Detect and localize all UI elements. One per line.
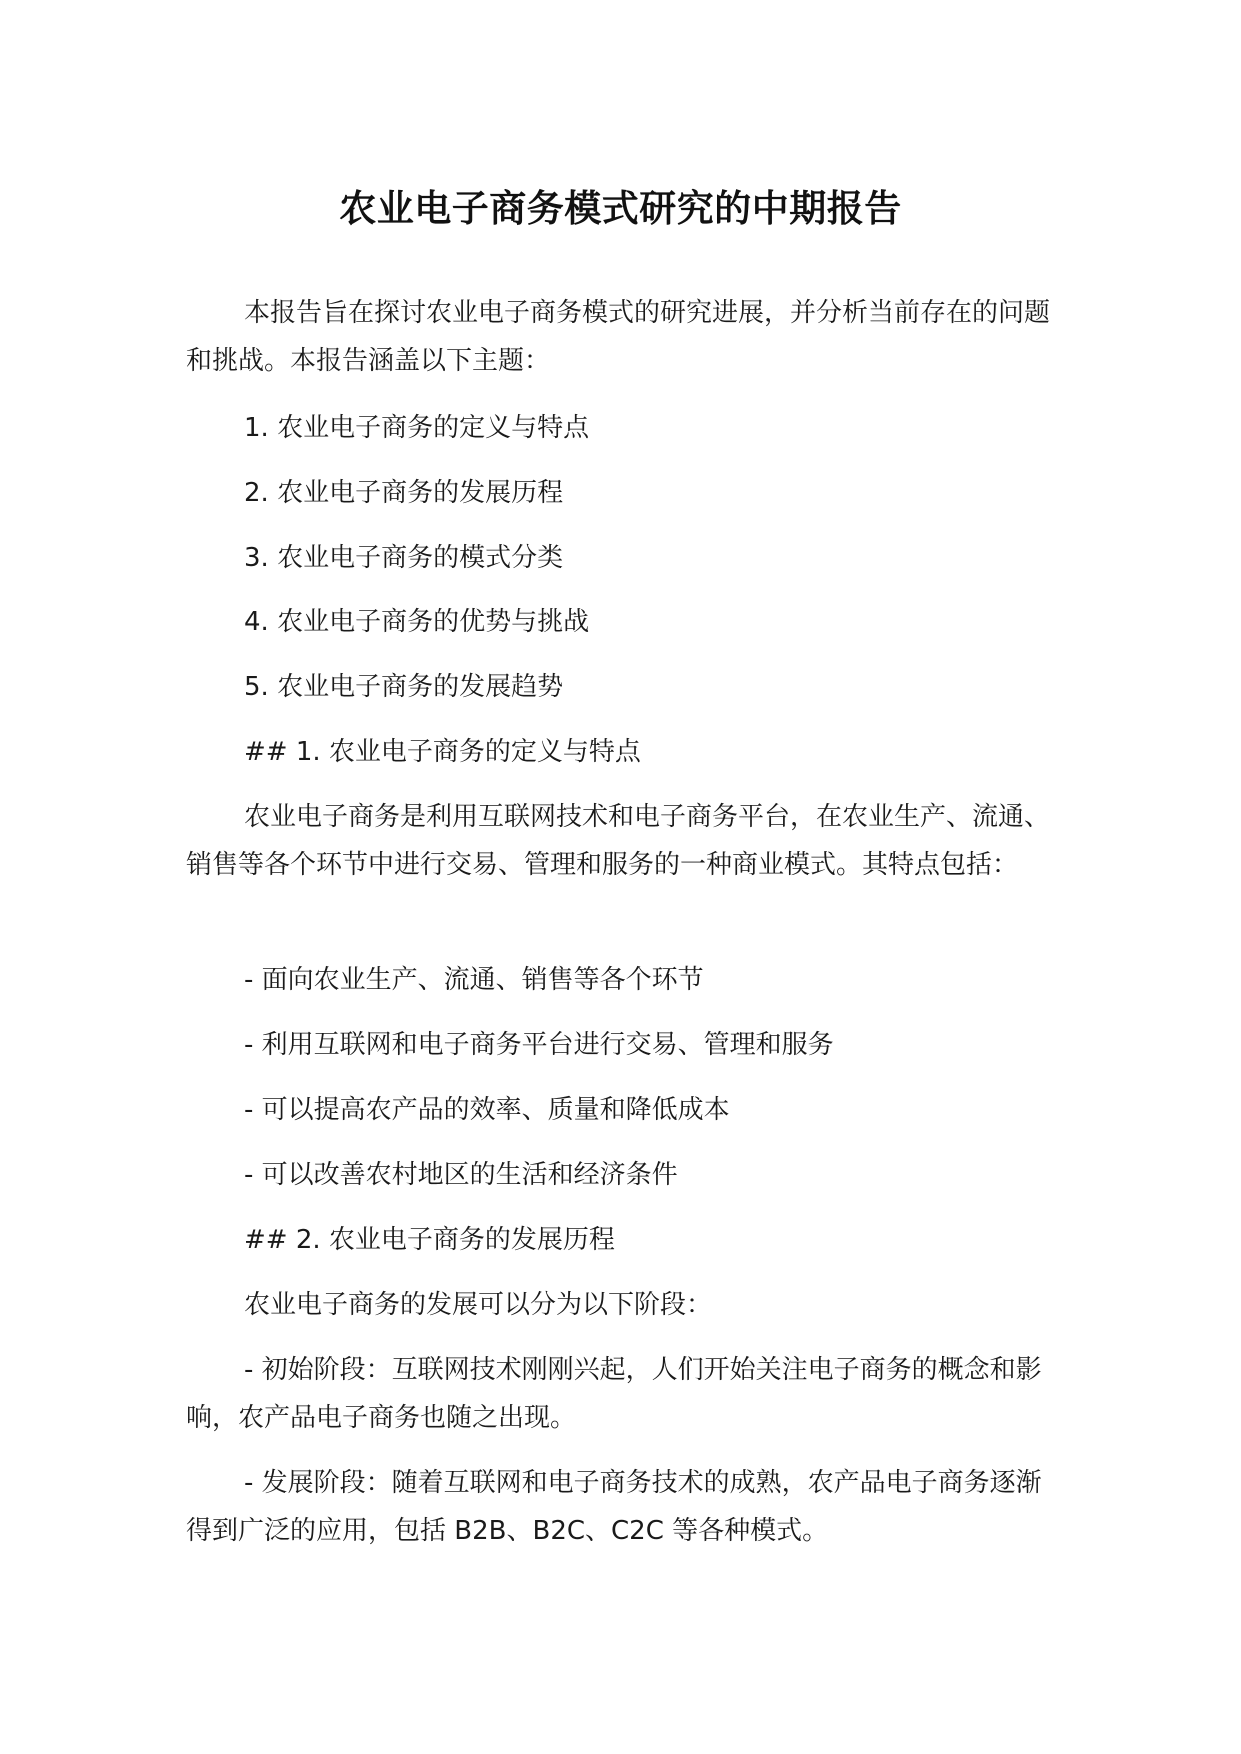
- stage-item: - 发展阶段：随着互联网和电子商务技术的成熟，农产品电子商务逐渐得到广泛的应用，包括 B2B、B2C、C2C 等各种模式。: [186, 1468, 1042, 1546]
- feature-item: - 面向农业生产、流通、销售等各个环节: [244, 965, 704, 995]
- definition-paragraph: 农业电子商务是利用互联网技术和电子商务平台，在农业生产、流通、销售等各个环节中进行交易、管理和服务的一种商业模式。其特点包括：: [186, 802, 1051, 880]
- stage-item: - 初始阶段：互联网技术刚刚兴起，人们开始关注电子商务的概念和影响，农产品电子商务也随之出现。: [186, 1355, 1042, 1433]
- feature-item: - 可以改善农村地区的生活和经济条件: [244, 1160, 678, 1190]
- topic-list-item: 3. 农业电子商务的模式分类: [244, 543, 564, 573]
- topic-list-item: 5. 农业电子商务的发展趋势: [244, 672, 564, 702]
- topic-list-item: 1. 农业电子商务的定义与特点: [244, 413, 590, 443]
- stages-intro: 农业电子商务的发展可以分为以下阶段：: [244, 1290, 713, 1320]
- feature-item: - 可以提高农产品的效率、质量和降低成本: [244, 1095, 730, 1125]
- topic-list-item: 4. 农业电子商务的优势与挑战: [244, 607, 590, 637]
- document-title: 农业电子商务模式研究的中期报告: [339, 187, 902, 230]
- feature-item: - 利用互联网和电子商务平台进行交易、管理和服务: [244, 1030, 834, 1060]
- section-1-heading: ## 1. 农业电子商务的定义与特点: [244, 737, 641, 767]
- topic-list-item: 2. 农业电子商务的发展历程: [244, 478, 564, 508]
- section-2-heading: ## 2. 农业电子商务的发展历程: [244, 1225, 615, 1255]
- intro-paragraph: 本报告旨在探讨农业电子商务模式的研究进展，并分析当前存在的问题和挑战。本报告涵盖以下主题：: [186, 298, 1051, 376]
